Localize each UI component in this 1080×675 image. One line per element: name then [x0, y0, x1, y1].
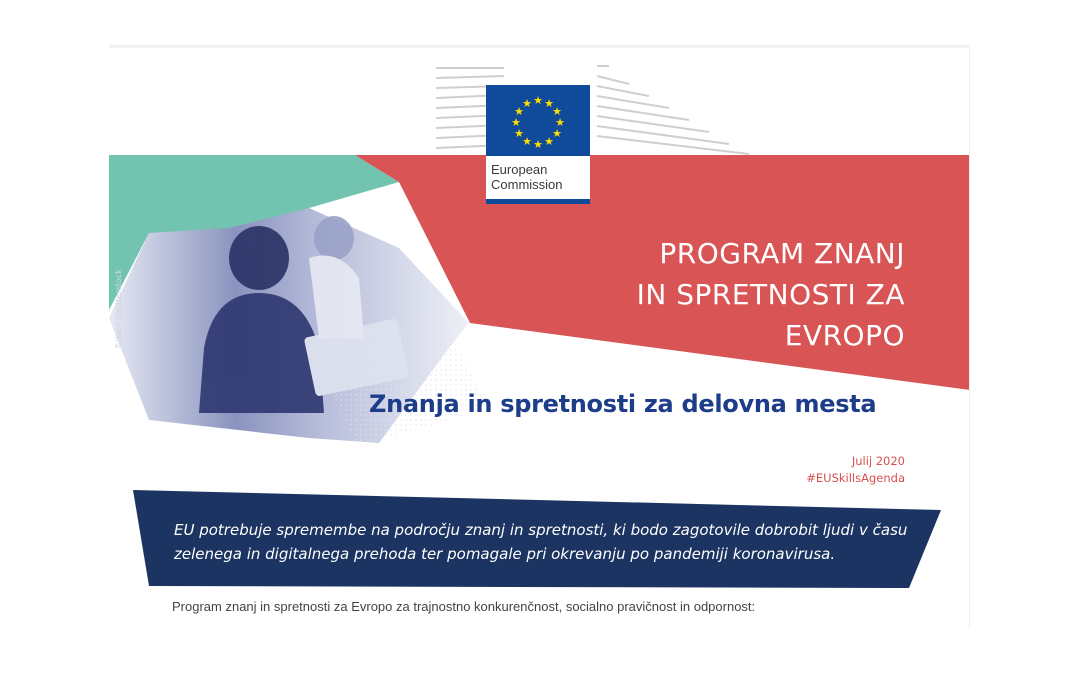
cover-meta: [806, 453, 905, 487]
intro-paragraph: Program znanj in spretnosti za Evropo za trajnostno konkurenčnost, socialno pravičnost in odpornost:: [172, 599, 756, 614]
page-right-edge: [969, 48, 970, 628]
svg-text:★: ★: [533, 138, 543, 151]
european-commission-logo[interactable]: [486, 85, 590, 204]
svg-text:★: ★: [544, 135, 554, 148]
svg-text:★: ★: [555, 116, 565, 129]
logo-line-1: European: [491, 162, 548, 177]
title-line-2: IN SPRETNOSTI ZA: [636, 278, 905, 311]
eu-flag: [486, 85, 590, 156]
svg-text:★: ★: [544, 97, 554, 110]
svg-text:★: ★: [511, 116, 521, 129]
publication-date: Julij 2020: [851, 454, 905, 468]
svg-text:★: ★: [533, 94, 543, 107]
svg-text:★: ★: [522, 97, 532, 110]
title-line-3: EVROPO: [784, 319, 905, 352]
banner-line-1: EU potrebuje spremembe na področju znanj in spretnosti, ki bodo zagotovile dobrobit ljudi v času: [174, 521, 908, 539]
svg-text:★: ★: [514, 105, 524, 118]
banner-text: [174, 518, 954, 566]
svg-text:★: ★: [522, 135, 532, 148]
eu-stars-icon: [486, 85, 590, 156]
logo-bar: [486, 199, 590, 204]
cover-subtitle: Znanja in spretnosti za delovna mesta: [369, 390, 877, 418]
logo-wordmark: [486, 156, 590, 199]
svg-text:★: ★: [514, 127, 524, 140]
photo-credit: fizkes/ Shutterstock: [114, 269, 123, 348]
hashtag-link[interactable]: #EUSkillsAgenda: [806, 471, 905, 485]
banner-line-2: zelenega in digitalnega prehoda ter pomagale pri okrevanju po pandemiji koronavirusa.: [174, 545, 836, 563]
title-line-1: PROGRAM ZNANJ: [659, 237, 905, 270]
svg-text:★: ★: [552, 105, 562, 118]
logo-line-2: Commission: [491, 177, 563, 192]
svg-text:★: ★: [552, 127, 562, 140]
building-illustration: [436, 66, 749, 154]
cover-title: [637, 233, 905, 356]
document-page: [109, 48, 970, 628]
